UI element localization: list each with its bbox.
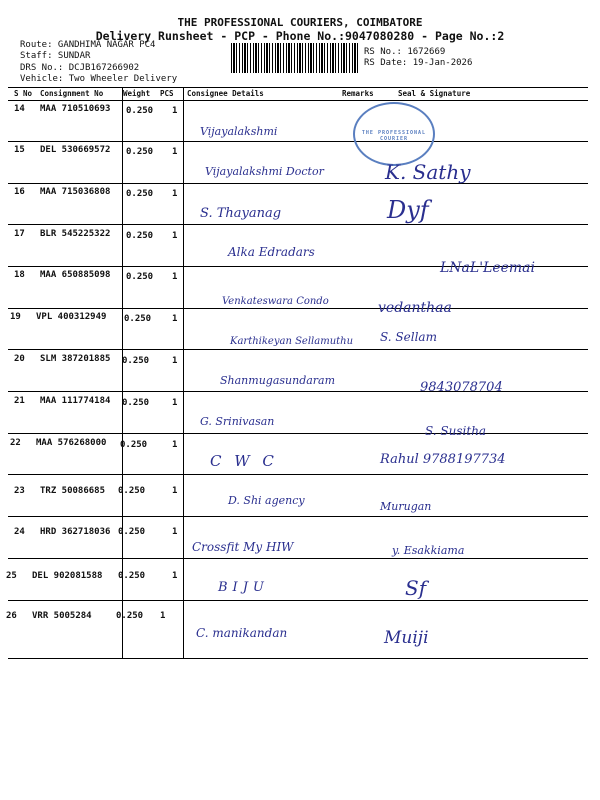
row-consignment-no: MAA 111774184 <box>40 396 111 406</box>
column-header-consignment: Consignment No <box>40 89 104 98</box>
row-weight: 0.250 <box>120 440 148 450</box>
row-consignment-no: HRD 362718036 <box>40 527 111 537</box>
row-signature: Dyf <box>387 196 429 224</box>
row-divider <box>8 224 588 225</box>
row-divider <box>8 349 588 350</box>
row-weight: 0.250 <box>126 106 154 116</box>
row-pcs: 1 <box>172 571 178 581</box>
last-consignee-handwriting: C. manikandan <box>196 626 288 640</box>
row-sno: 23 <box>14 486 25 496</box>
row-consignment-no: VPL 400312949 <box>36 312 107 322</box>
row-signature: y. Esakkiama <box>392 544 465 557</box>
row-consignee-handwriting: C W C <box>210 452 278 470</box>
row-divider <box>8 183 588 184</box>
row-divider <box>8 433 588 434</box>
row-divider <box>8 474 588 475</box>
row-consignment-no: VRR 5005284 <box>32 611 92 621</box>
row-sno: 18 <box>14 270 25 280</box>
row-consignment-no: SLM 387201885 <box>40 354 111 364</box>
row-weight: 0.250 <box>122 356 150 366</box>
row-weight: 0.250 <box>122 398 150 408</box>
row-signature: S. Susitha <box>425 424 487 438</box>
row-consignment-no: MAA 576268000 <box>36 438 107 448</box>
row-consignee-handwriting: Crossfit My HIW <box>192 540 294 554</box>
table-border-bottom <box>8 658 588 659</box>
row-sno: 25 <box>6 571 17 581</box>
row-sno: 14 <box>14 104 25 114</box>
row-pcs: 1 <box>160 611 166 621</box>
row-weight: 0.250 <box>126 231 154 241</box>
row-weight: 0.250 <box>116 611 144 621</box>
row-consignment-no: BLR 545225322 <box>40 229 111 239</box>
row-signature: S. Sellam <box>380 330 437 344</box>
row-signature: Murugan <box>380 500 432 513</box>
company-title: THE PROFESSIONAL COURIERS, COIMBATORE <box>177 16 423 29</box>
row-divider <box>8 558 588 559</box>
staff-label: Staff: SUNDAR <box>20 51 91 61</box>
row-consignee-handwriting: BIJU <box>218 580 269 595</box>
row-sno: 15 <box>14 145 25 155</box>
row-sno: 21 <box>14 396 25 406</box>
row-consignee-handwriting: G. Srinivasan <box>200 415 275 428</box>
row-consignee-handwriting: Venkateswara Condo <box>222 296 329 307</box>
row-pcs: 1 <box>172 486 178 496</box>
row-weight: 0.250 <box>126 272 154 282</box>
row-consignment-no: DEL 902081588 <box>32 571 103 581</box>
row-weight: 0.250 <box>126 189 154 199</box>
runsheet-subtitle: Delivery Runsheet - PCP - Phone No.:9047080280 - Page No.:2 <box>95 29 505 43</box>
table-border-top <box>8 87 588 88</box>
row-divider <box>8 308 588 309</box>
row-consignee-handwriting: Vijayalakshmi Doctor <box>205 165 324 178</box>
row-consignee-handwriting: Alka Edradars <box>228 245 315 259</box>
row-consignee-handwriting: D. Shi agency <box>228 494 305 507</box>
last-signature: Muiji <box>384 628 429 648</box>
row-consignment-no: TRZ 50086685 <box>40 486 106 496</box>
drs-label: DRS No.: DCJB167266902 <box>20 63 140 73</box>
row-pcs: 1 <box>172 106 178 116</box>
row-signature: K. Sathy <box>385 160 471 184</box>
row-consignee-handwriting: Karthikeyan Sellamuthu <box>230 336 354 347</box>
column-header-remarks: Remarks <box>342 89 374 98</box>
column-header-seal: Seal & Signature <box>398 89 471 98</box>
column-header-consignee: Consignee Details <box>187 89 264 98</box>
stamp-text: THE PROFESSIONAL COURIER <box>361 130 427 142</box>
row-consignee-handwriting: S. Thayanag <box>200 206 282 221</box>
row-pcs: 1 <box>172 272 178 282</box>
row-weight: 0.250 <box>118 486 146 496</box>
row-signature: LNaL'Leemai <box>440 260 536 276</box>
row-sno: 22 <box>10 438 21 448</box>
courier-stamp <box>353 102 435 166</box>
row-weight: 0.250 <box>126 147 154 157</box>
row-sno: 24 <box>14 527 25 537</box>
vehicle-label: Vehicle: Two Wheeler Delivery <box>20 74 178 84</box>
row-pcs: 1 <box>172 356 178 366</box>
column-header-sno: S No <box>14 89 33 98</box>
row-sno: 17 <box>14 229 25 239</box>
row-sno: 16 <box>14 187 25 197</box>
rs-date: RS Date: 19-Jan-2026 <box>364 58 473 68</box>
row-weight: 0.250 <box>118 571 146 581</box>
row-consignee-handwriting: Shanmugasundaram <box>220 374 336 387</box>
column-divider-consignee <box>183 87 184 658</box>
row-divider <box>8 516 588 517</box>
row-weight: 0.250 <box>118 527 146 537</box>
row-divider <box>8 600 588 601</box>
rs-number: RS No.: 1672669 <box>364 47 446 57</box>
row-sno: 26 <box>6 611 17 621</box>
table-header-divider <box>8 100 588 101</box>
row-consignment-no: MAA 710510693 <box>40 104 111 114</box>
row-consignee-handwriting: Vijayalakshmi <box>200 125 278 138</box>
row-consignment-no: MAA 650885098 <box>40 270 111 280</box>
barcode <box>231 43 359 73</box>
row-pcs: 1 <box>172 231 178 241</box>
row-signature: Sf <box>405 576 427 600</box>
row-pcs: 1 <box>172 398 178 408</box>
row-divider <box>8 141 588 142</box>
column-header-pcs: PCS <box>160 89 174 98</box>
route-label: Route: GANDHIMA NAGAR PC4 <box>20 40 156 50</box>
row-sno: 19 <box>10 312 21 322</box>
column-header-weight: Weight <box>123 89 151 98</box>
row-sno: 20 <box>14 354 25 364</box>
row-signature: Rahul 9788197734 <box>380 452 506 467</box>
row-pcs: 1 <box>172 440 178 450</box>
row-pcs: 1 <box>172 189 178 199</box>
row-consignment-no: DEL 530669572 <box>40 145 111 155</box>
row-pcs: 1 <box>172 147 178 157</box>
row-pcs: 1 <box>172 314 178 324</box>
row-consignment-no: MAA 715036808 <box>40 187 111 197</box>
row-pcs: 1 <box>172 527 178 537</box>
row-signature: vedanthaa <box>378 300 452 316</box>
row-signature: 9843078704 <box>420 380 503 395</box>
row-weight: 0.250 <box>124 314 152 324</box>
